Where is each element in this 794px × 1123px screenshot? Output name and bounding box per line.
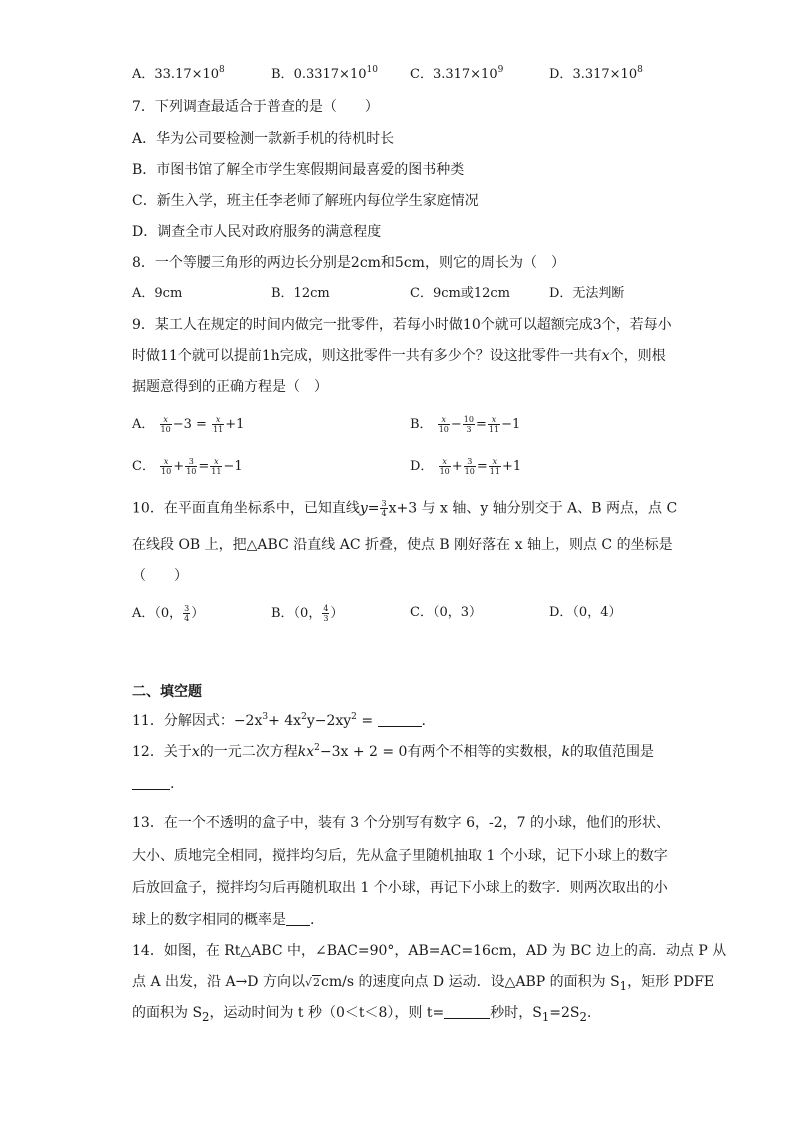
text: y−2xy [306,713,352,729]
q9-option-a[interactable] [132,415,244,434]
q7-option-c[interactable]: C．新生入学，班主任李老师了解班内每位学生家庭情况 [132,193,479,209]
denominator: 4 [381,509,387,518]
option-text: 3.317×10 [572,67,638,82]
fraction [439,457,451,476]
numerator: 3 [381,499,387,508]
text: = [356,713,378,729]
variable: kx [297,744,315,760]
denominator: 10 [438,425,449,434]
numerator: 3 [464,457,476,467]
fraction [322,604,329,623]
fraction [210,457,222,476]
q6-option-a[interactable] [132,66,225,84]
answer-blank[interactable] [378,712,422,727]
subscript: 2 [202,1009,210,1024]
numerator: 3 [184,604,190,613]
numerator: x [439,457,451,467]
variable: x [601,348,610,364]
q8-option-d[interactable]: D．无法判断 [549,286,625,301]
text: ，运动时间为 t 秒（0＜t＜8），则 t= [209,1005,445,1021]
numerator: x [212,415,224,425]
q10-stem-line2: 在线段 OB 上，把△ABC 沿直线 AC 折叠，使点 B 刚好落在 x 轴上，则点 C 的坐标是 [132,537,673,553]
operator: = [198,459,210,474]
q13-stem-line1: 13．在一个不透明的盒子中，装有 3 个分别写有数字 6，-2，7 的小球，他们的形状、 [132,815,670,831]
text: . [170,776,175,792]
option-label: A． [132,417,155,432]
operator: −1 [501,417,521,432]
numerator: x [489,457,501,467]
fraction [160,457,172,476]
q6-option-b[interactable] [271,66,378,84]
exponent: 2 [301,712,307,722]
option-label: C． [132,459,155,474]
operator: −3 = [172,417,207,432]
q13-stem-line4 [132,911,314,929]
q13-stem-line3: 后放回盒子，搅拌均匀后再随机取出 1 个小球，再记下小球上的数字．则两次取出的小 [132,880,668,896]
numerator: x [160,457,172,467]
operator: −1 [223,459,243,474]
q13-stem-line2: 大小、质地完全相同，搅拌均匀后，先从盒子里随机抽取 1 个小球，记下小球上的数字 [132,848,668,864]
q9-stem-line3: 据题意得到的正确方程是（ ） [132,379,328,395]
q9-option-c[interactable] [132,457,243,476]
q6-option-c[interactable] [410,66,503,84]
text: 秒时，S [490,1005,542,1021]
denominator: 3 [466,425,472,434]
fraction [464,457,476,476]
section-heading: 二、填空题 [132,684,202,700]
option-text: 3.317×10 [432,67,498,82]
text: 点 A 出发，沿 A→D 方向以 [132,974,305,990]
text: 的一元二次方程 [199,744,298,760]
numerator: x [160,415,172,425]
q10-stem-line1 [132,499,677,518]
fraction [380,499,387,518]
variable: k [561,744,570,760]
text: ） [330,606,344,621]
denominator: 11 [488,425,500,434]
text: 12．关于 [132,744,192,760]
q10-stem-line3: （ ） [132,568,188,584]
exponent: 2 [314,743,320,753]
exponent: 3 [262,712,269,722]
numerator: x [210,457,222,467]
text: 时做11个就可以提前1h完成，则这批零件一共有多少个？设这批零件一共有 [132,348,602,364]
operator: − [450,417,462,432]
q8-option-b[interactable]: B．12cm [271,286,330,301]
q14-stem-line2 [132,973,714,995]
q7-option-a[interactable]: A．华为公司要检测一款新手机的待机时长 [132,131,395,147]
q10-option-c[interactable]: C．（0，3） [410,605,482,620]
text: B．（0， [271,606,322,621]
text: x+3 与 x 轴、y 轴分别交于 A、B 两点，点 C [388,500,678,517]
fraction [212,415,224,434]
q8-option-a[interactable]: A．9cm [132,286,183,301]
exponent: 2 [351,712,357,722]
text: 的取值范围是 [569,744,654,760]
q7-stem: 7．下列调查最适合于普查的是（ ） [132,99,379,115]
denominator: 11 [211,467,222,476]
text: ） [191,606,205,621]
option-text: 33.17×10 [154,67,220,82]
q14-stem-line1: 14．如图，在 Rt△ABC 中，∠BAC=90°，AB=AC=16cm，AD 为 BC 边上的高．动点 P 从 [132,943,727,959]
fraction [488,415,500,434]
q9-stem-line2 [132,347,666,365]
operator: +1 [225,417,245,432]
option-label: A． [132,67,155,82]
exponent: 8 [219,65,225,75]
q6-option-d[interactable] [549,66,643,84]
answer-blank[interactable] [132,775,170,790]
text: . [586,1005,592,1021]
q12-blank-line [132,775,174,793]
text: 球上的数字相同的概率是 [132,912,286,928]
fraction [489,457,501,476]
numerator: 4 [323,604,329,613]
option-label: D． [549,67,573,82]
variable: x [191,744,200,760]
numerator: 3 [185,457,197,467]
q12-stem [132,743,654,761]
fraction [463,415,475,434]
answer-blank[interactable] [286,911,310,926]
text: =2S [549,1005,580,1021]
text: ，矩形 PDFE [627,974,715,990]
numerator: x [438,415,450,425]
denominator: 10 [161,467,172,476]
text: + 4x [268,713,302,729]
text: 的面积为 S [132,1005,203,1021]
square-root: √2 [304,976,320,989]
operator: +1 [501,459,522,474]
fraction [438,415,450,434]
q10-option-a[interactable] [132,604,204,623]
q11-stem [132,712,426,730]
fraction [185,457,197,476]
text: −3x + 2 = 0有两个不相等的实数根， [319,744,562,760]
denominator: 10 [160,425,171,434]
q9-option-b[interactable] [410,415,520,434]
option-label: B． [271,67,294,82]
denominator: 11 [213,425,224,434]
q7-option-d[interactable]: D．调查全市人民对政府服务的满意程度 [132,224,382,240]
text: . [310,912,315,928]
option-label: B． [410,417,433,432]
denominator: 10 [464,467,475,476]
operator: = [475,417,487,432]
fraction [160,415,172,434]
equation: y= [359,500,380,517]
text: 个，则根 [609,348,666,364]
fraction [183,604,190,623]
q9-stem-line1: 9．某工人在规定的时间内做完一批零件，若每小时做10个就可以超额完成3个，若每小 [132,317,672,333]
q10-option-d[interactable]: D．（0，4） [549,605,622,620]
subscript: 1 [541,1009,550,1024]
numerator: x [488,415,500,425]
denominator: 10 [439,467,450,476]
q8-stem: 8．一个等腰三角形的两边长分别是2cm和5cm，则它的周长为（ ） [132,255,565,271]
denominator: 10 [186,467,197,476]
option-text: 0.3317×10 [293,67,367,82]
q7-option-b[interactable]: B．市图书馆了解全市学生寒假期间最喜爱的图书种类 [132,162,465,178]
text: A．（0， [132,606,183,621]
text: 10．在平面直角坐标系中，已知直线 [132,500,360,517]
q10-option-b[interactable] [271,604,343,623]
denominator: 3 [323,614,329,623]
denominator: 11 [489,467,500,476]
exponent: 8 [637,65,643,75]
subscript: 2 [579,1009,587,1024]
subscript: 1 [619,978,628,993]
exponent: 10 [366,65,378,75]
operator: + [173,459,185,474]
exponent: 9 [497,65,504,75]
text: . [421,713,426,729]
q9-option-d[interactable] [410,457,521,476]
q8-option-c[interactable]: C．9cm或12cm [410,286,510,301]
operator: = [476,459,488,474]
option-label: C． [410,67,433,82]
option-label: D． [410,459,434,474]
q14-stem-line3 [132,1004,591,1026]
answer-blank[interactable] [444,1004,490,1019]
operator: + [451,459,463,474]
denominator: 4 [184,614,190,623]
numerator: 10 [463,415,474,424]
radicand: 2 [313,976,320,989]
text: 11．分解因式：−2x [132,713,263,729]
text: cm/s 的速度向点 D 运动．设△ABP 的面积为 S [321,974,620,990]
